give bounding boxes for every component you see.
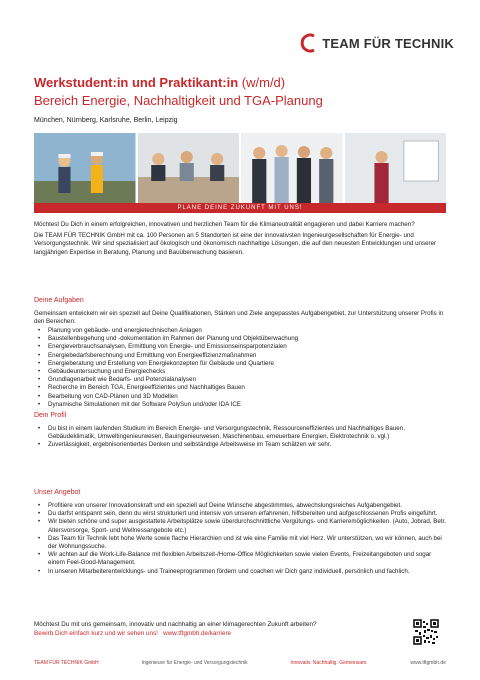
logo-text: TEAM FÜR TECHNIK bbox=[322, 35, 454, 51]
photo-site-visit bbox=[34, 133, 136, 203]
qr-code-icon[interactable] bbox=[413, 619, 439, 645]
list-item: • Du bist in einem laufenden Studium im Bereich Energie- und Versorgungstechnik, Ressourceneffizientes und Nachhaltiges Bauen, Gebäudeklimatik, Umweltingenieurwesen, Bauingenieurwesen, Maschinenbau, erneuerbare Energien, Elektrotechnik o. vgl.) bbox=[34, 425, 446, 441]
list-item: • Planung von gebäude- und energietechnischen Anlagen bbox=[34, 327, 446, 335]
job-title-suffix: (w/m/d) bbox=[238, 75, 286, 90]
list-item: • Das Team für Technik lebt hohe Werte sowie flache Hierarchien und ist wie eine Familie mit viel Herz. Wir unterstützen, wo wir können, auch bei der Wohnungssuche. bbox=[34, 535, 446, 551]
profile-heading: Dein Profil bbox=[34, 412, 67, 419]
intro-paragraph-2: Die TEAM FÜR TECHNIK GmbH mit ca. 100 Personen an 5 Standorten ist eine der innovativsten Ingenieurgesellschaften für Energie- und Versorgungstechnik. Wir sind spezialisiert auf ökologisch und ökonomisch nachhaltige Lösungen, die auf den neuesten Entwicklungen und unserer langjährigen Expertise in Beratung, Planung und Bauüberwachung basieren. bbox=[34, 232, 437, 256]
list-item: • Gebäudeuntersuchung und Energiechecks bbox=[34, 368, 446, 376]
team-photo-strip bbox=[34, 133, 446, 203]
list-item: • Dynamische Simulationen mit der Software PolySun und/oder IDA ICE bbox=[34, 401, 446, 409]
closing-question: Möchtest Du mit uns gemeinsam, innovativ und nachhaltig an einer klimagerechten Zukunft arbeiten? bbox=[34, 621, 317, 628]
tasks-heading: Deine Aufgaben bbox=[34, 297, 84, 304]
list-item: • Energieverbrauchsanalysen, Ermittlung von Energie- und Emissionseinsparpotenzialen bbox=[34, 343, 446, 351]
intro-section bbox=[34, 221, 446, 257]
footer-values: Innovativ. Nachhaltig. Gemeinsam. bbox=[290, 660, 368, 666]
job-title-main: Werkstudent:in und Praktikant:in bbox=[34, 75, 239, 90]
list-item: • Baustellenbegehung und -dokumentation im Rahmen der Planung und Objektüberwachung bbox=[34, 335, 446, 343]
logo-ring-icon bbox=[300, 33, 320, 53]
list-item: • Wir bieten schöne und super ausgestattete Arbeitsplätze sowie überdurchschnittliche Vergütungs- und Karrieremöglichkeiten. (Auto, Jobrad, Betr. Altersvorsorge, Sport- und Wellnessangebote etc.) bbox=[34, 518, 446, 534]
offer-list bbox=[34, 502, 446, 576]
list-item: • Grundlagenarbeit wie Bedarfs- und Potenzialanalysen bbox=[34, 376, 446, 384]
photo-presentation bbox=[345, 133, 447, 203]
profile-list bbox=[34, 425, 446, 450]
banner-slogan: PLANE DEINE ZUKUNFT MIT UNS! bbox=[34, 203, 446, 213]
list-item: • Recherche im Bereich TGA, Energieeffizientes und Nachhaltiges Bauen bbox=[34, 384, 446, 392]
footer-web[interactable]: www.tftgmbh.de bbox=[410, 660, 446, 666]
locations: München, Nürnberg, Karlsruhe, Berlin, Leipzig bbox=[34, 117, 178, 124]
career-link[interactable]: www.tftgmbh.de/karriere bbox=[163, 630, 232, 637]
job-subtitle: Bereich Energie, Nachhaltigkeit und TGA-Planung bbox=[34, 93, 323, 108]
tasks-lead: Gemeinsam entwickeln wir ein speziell auf Deine Qualifikationen, Stärken und Ziele angepasstes Aufgabengebiet, zur Unterstützung unserer Profis in den Bereichen: bbox=[34, 310, 444, 326]
closing-section bbox=[34, 620, 316, 638]
list-item: • Wir achten auf die Work-Life-Balance mit flexiblen Arbeitszeit-/Home-Office Möglichkeiten sowie vielen Events, Freizeitangeboten und sogar einem Feel-Good-Management. bbox=[34, 551, 446, 567]
list-item: • Bearbeitung von CAD-Plänen und 3D Modellen bbox=[34, 393, 446, 401]
closing-cta-text: Bewirb Dich einfach kurz und wir sehen uns! bbox=[34, 630, 158, 637]
closing-cta bbox=[34, 629, 316, 638]
footer bbox=[34, 660, 446, 666]
list-item: • In unseren Mitarbeiterentwicklungs- und Traineeprogrammen fördern und coachen wir Dich ganz individuell, persönlich und fachlich. bbox=[34, 568, 446, 576]
offer-heading: Unser Angebot bbox=[34, 489, 81, 496]
list-item: • Energiebedarfsberechnung und Ermittlung von Energieeffizienzmaßnahmen bbox=[34, 352, 446, 360]
photo-meeting bbox=[138, 133, 240, 203]
list-item: • Zuverlässigkeit, ergebnisorientiertes Denken und selbständige Arbeitsweise im Team schätzen wir sehr. bbox=[34, 441, 446, 449]
job-title bbox=[34, 75, 285, 90]
footer-tagline: Ingenieure für Energie- und Versorgungstechnik bbox=[141, 660, 248, 666]
company-logo bbox=[300, 33, 454, 53]
list-item: • Energieberatung und Erstellung von Energiekonzepten für Gebäude und Quartiere bbox=[34, 360, 446, 368]
photo-team-group bbox=[241, 133, 343, 203]
tasks-list bbox=[34, 327, 446, 409]
footer-company: TEAM FÜR TECHNIK GmbH bbox=[34, 660, 99, 666]
list-item: • Du darfst entspannt sein, denn du wirst strukturiert und intensiv von unseren erfahrenen, hilfsbereiten und aufgeschlossenen Profis eingeführt. bbox=[34, 510, 446, 518]
list-item: • Profitiere von unserer Innovationskraft und ein speziell auf Deine Wünsche abgestimmtes, abwechslungsreiches Aufgabengebiet. bbox=[34, 502, 446, 510]
intro-paragraph-1: Möchtest Du Dich in einem erfolgreichen, innovativen und herzlichen Team für die Klimaneutralität engagieren und dabei Karriere machen? bbox=[34, 221, 415, 228]
